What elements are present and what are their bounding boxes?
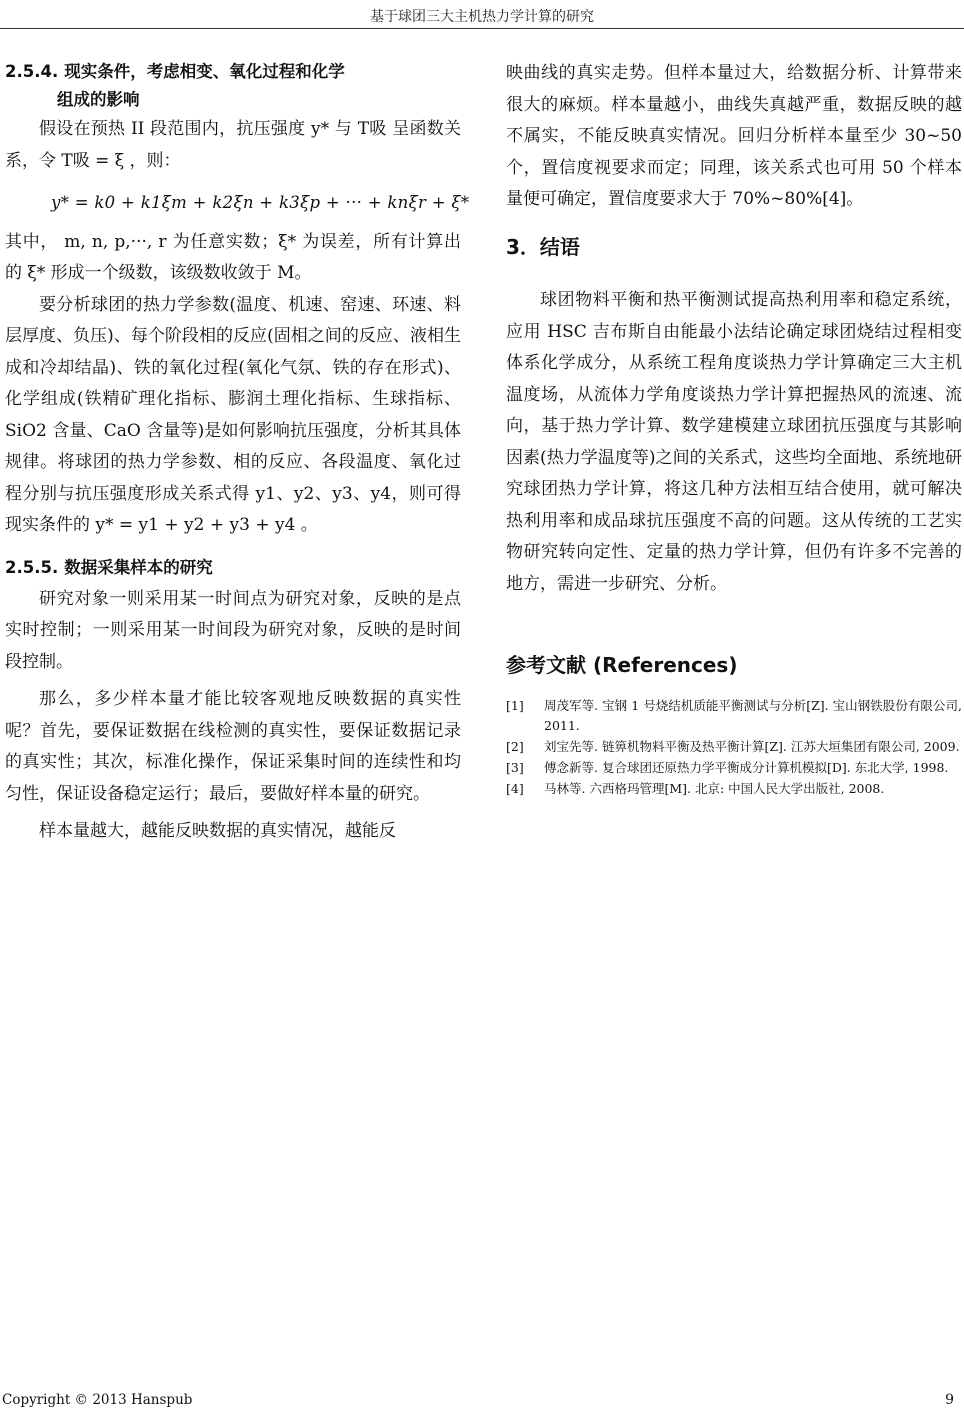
left-column xyxy=(5,58,470,848)
reference-number: [1] xyxy=(506,697,524,713)
references-heading: 参考文献 (References) xyxy=(506,653,738,677)
reference-item xyxy=(506,737,962,757)
reference-item xyxy=(506,758,962,778)
paragraph-larger-sample: 样本量越大，越能反映数据的真实情况，越能反 xyxy=(39,821,396,841)
section-number: 2.5.5. xyxy=(5,557,59,577)
paragraph-research-object: 研究对象一则采用某一时间点为研究对象，反映的是点实时控制；一则采用某一时间段为研究对象，反映的是时间段控制。 xyxy=(5,588,461,672)
running-header: 基于球团三大主机热力学计算的研究 xyxy=(370,9,594,25)
paragraph-continued: 映曲线的真实走势。但样本量过大，给数据分析、计算带来很大的麻烦。样本量越小，曲线失真越严重，数据反映的越不属实，不能反映真实情况。回归分析样本量至少 30~50 个，置信度视要求而定；同理，该关系式也可用 50 个样本量便可确定，置信度要求大于 70%~80%[4]。 xyxy=(506,63,962,209)
header-rule xyxy=(0,28,964,29)
right-column xyxy=(506,58,962,800)
reference-text: 傅念新等. 复合球团还原热力学平衡成分计算机模拟[D]. 东北大学, 1998. xyxy=(544,759,949,775)
reference-item xyxy=(506,779,962,799)
section-title-line2: 组成的影响 xyxy=(57,90,140,109)
paragraph-where: 其中， m, n, p,···, r 为任意实数；ξ* 为误差，所有计算出的 ξ* 形成一个级数，该级数收敛于 M。 xyxy=(5,231,461,283)
reference-number: [3] xyxy=(506,759,524,775)
page-number: 9 xyxy=(945,1392,954,1408)
equation-ystar: y* = k0 + k1ξm + k2ξn + k3ξp + ··· + knξr + ξ* xyxy=(51,193,470,212)
section-3-heading: 3．结语 xyxy=(506,234,580,259)
section-2-5-4-heading xyxy=(5,58,461,114)
reference-text: 周茂军等. 宝钢 1 号烧结机质能平衡测试与分析[Z]. 宝山钢铁股份有限公司, 2011. xyxy=(544,697,962,733)
reference-number: [2] xyxy=(506,738,524,754)
paragraph-sample-size: 那么，多少样本量才能比较客观地反映数据的真实性呢？首先，要保证数据在线检测的真实性，要保证数据记录的真实性；其次，标准化操作，保证采集时间的连续性和均匀性，保证设备稳定运行；最后，要做好样本量的研究。 xyxy=(5,689,461,804)
reference-text: 马林等. 六西格玛管理[M]. 北京: 中国人民大学出版社, 2008. xyxy=(544,780,885,796)
reference-item xyxy=(506,696,962,736)
section-2-5-5-heading xyxy=(5,554,461,582)
paragraph-analysis: 要分析球团的热力学参数(温度、机速、窑速、环速、料层厚度、负压)、每个阶段相的反应(固相之间的反应、液相生成和冷却结晶)、铁的氧化过程(氧化气氛、铁的存在形式)、化学组成(铁精矿理化指标、膨润土理化指标、生球指标、SiO2 含量、CaO 含量等)是如何影响抗压强度，分析其具体规律。将球团的热力学参数、相的反应、各段温度、氧化过程分别与抗压强度形成关系式得 y1、y2、y3、y4，则可得现实条件的 y* = y1 + y2 + y3 + y4 。 xyxy=(5,294,461,535)
reference-text: 刘宝先等. 链箅机物料平衡及热平衡计算[Z]. 江苏大垣集团有限公司, 2009. xyxy=(544,738,960,754)
references-list xyxy=(506,696,962,799)
reference-number: [4] xyxy=(506,780,524,796)
section-title-line1: 现实条件，考虑相变、氧化过程和化学 xyxy=(64,62,345,81)
section-title: 数据采集样本的研究 xyxy=(64,557,213,577)
footer-copyright: Copyright © 2013 Hanspub xyxy=(2,1392,193,1408)
paragraph-assumption: 假设在预热 II 段范围内，抗压强度 y* 与 T吸 呈函数关系，令 T吸 = ξ ，则： xyxy=(5,119,461,171)
paragraph-conclusion: 球团物料平衡和热平衡测试提高热利用率和稳定系统，应用 HSC 吉布斯自由能最小法结论确定球团烧结过程相变体系化学成分，从系统工程角度谈热力学计算确定三大主机温度场，从流体力学角度谈热力学计算把握热风的流速、流向，基于热力学计算、数学建模建立球团抗压强度与其影响因素(热力学温度等)之间的关系式，这些均全面地、系统地研究球团热力学计算，将这几种方法相互结合使用，就可解决热利用率和成品球抗压强度不高的问题。这从传统的工艺实物研究转向定性、定量的热力学计算，但仍有许多不完善的地方，需进一步研究、分析。 xyxy=(506,290,962,594)
section-number: 2.5.4. xyxy=(5,62,59,81)
